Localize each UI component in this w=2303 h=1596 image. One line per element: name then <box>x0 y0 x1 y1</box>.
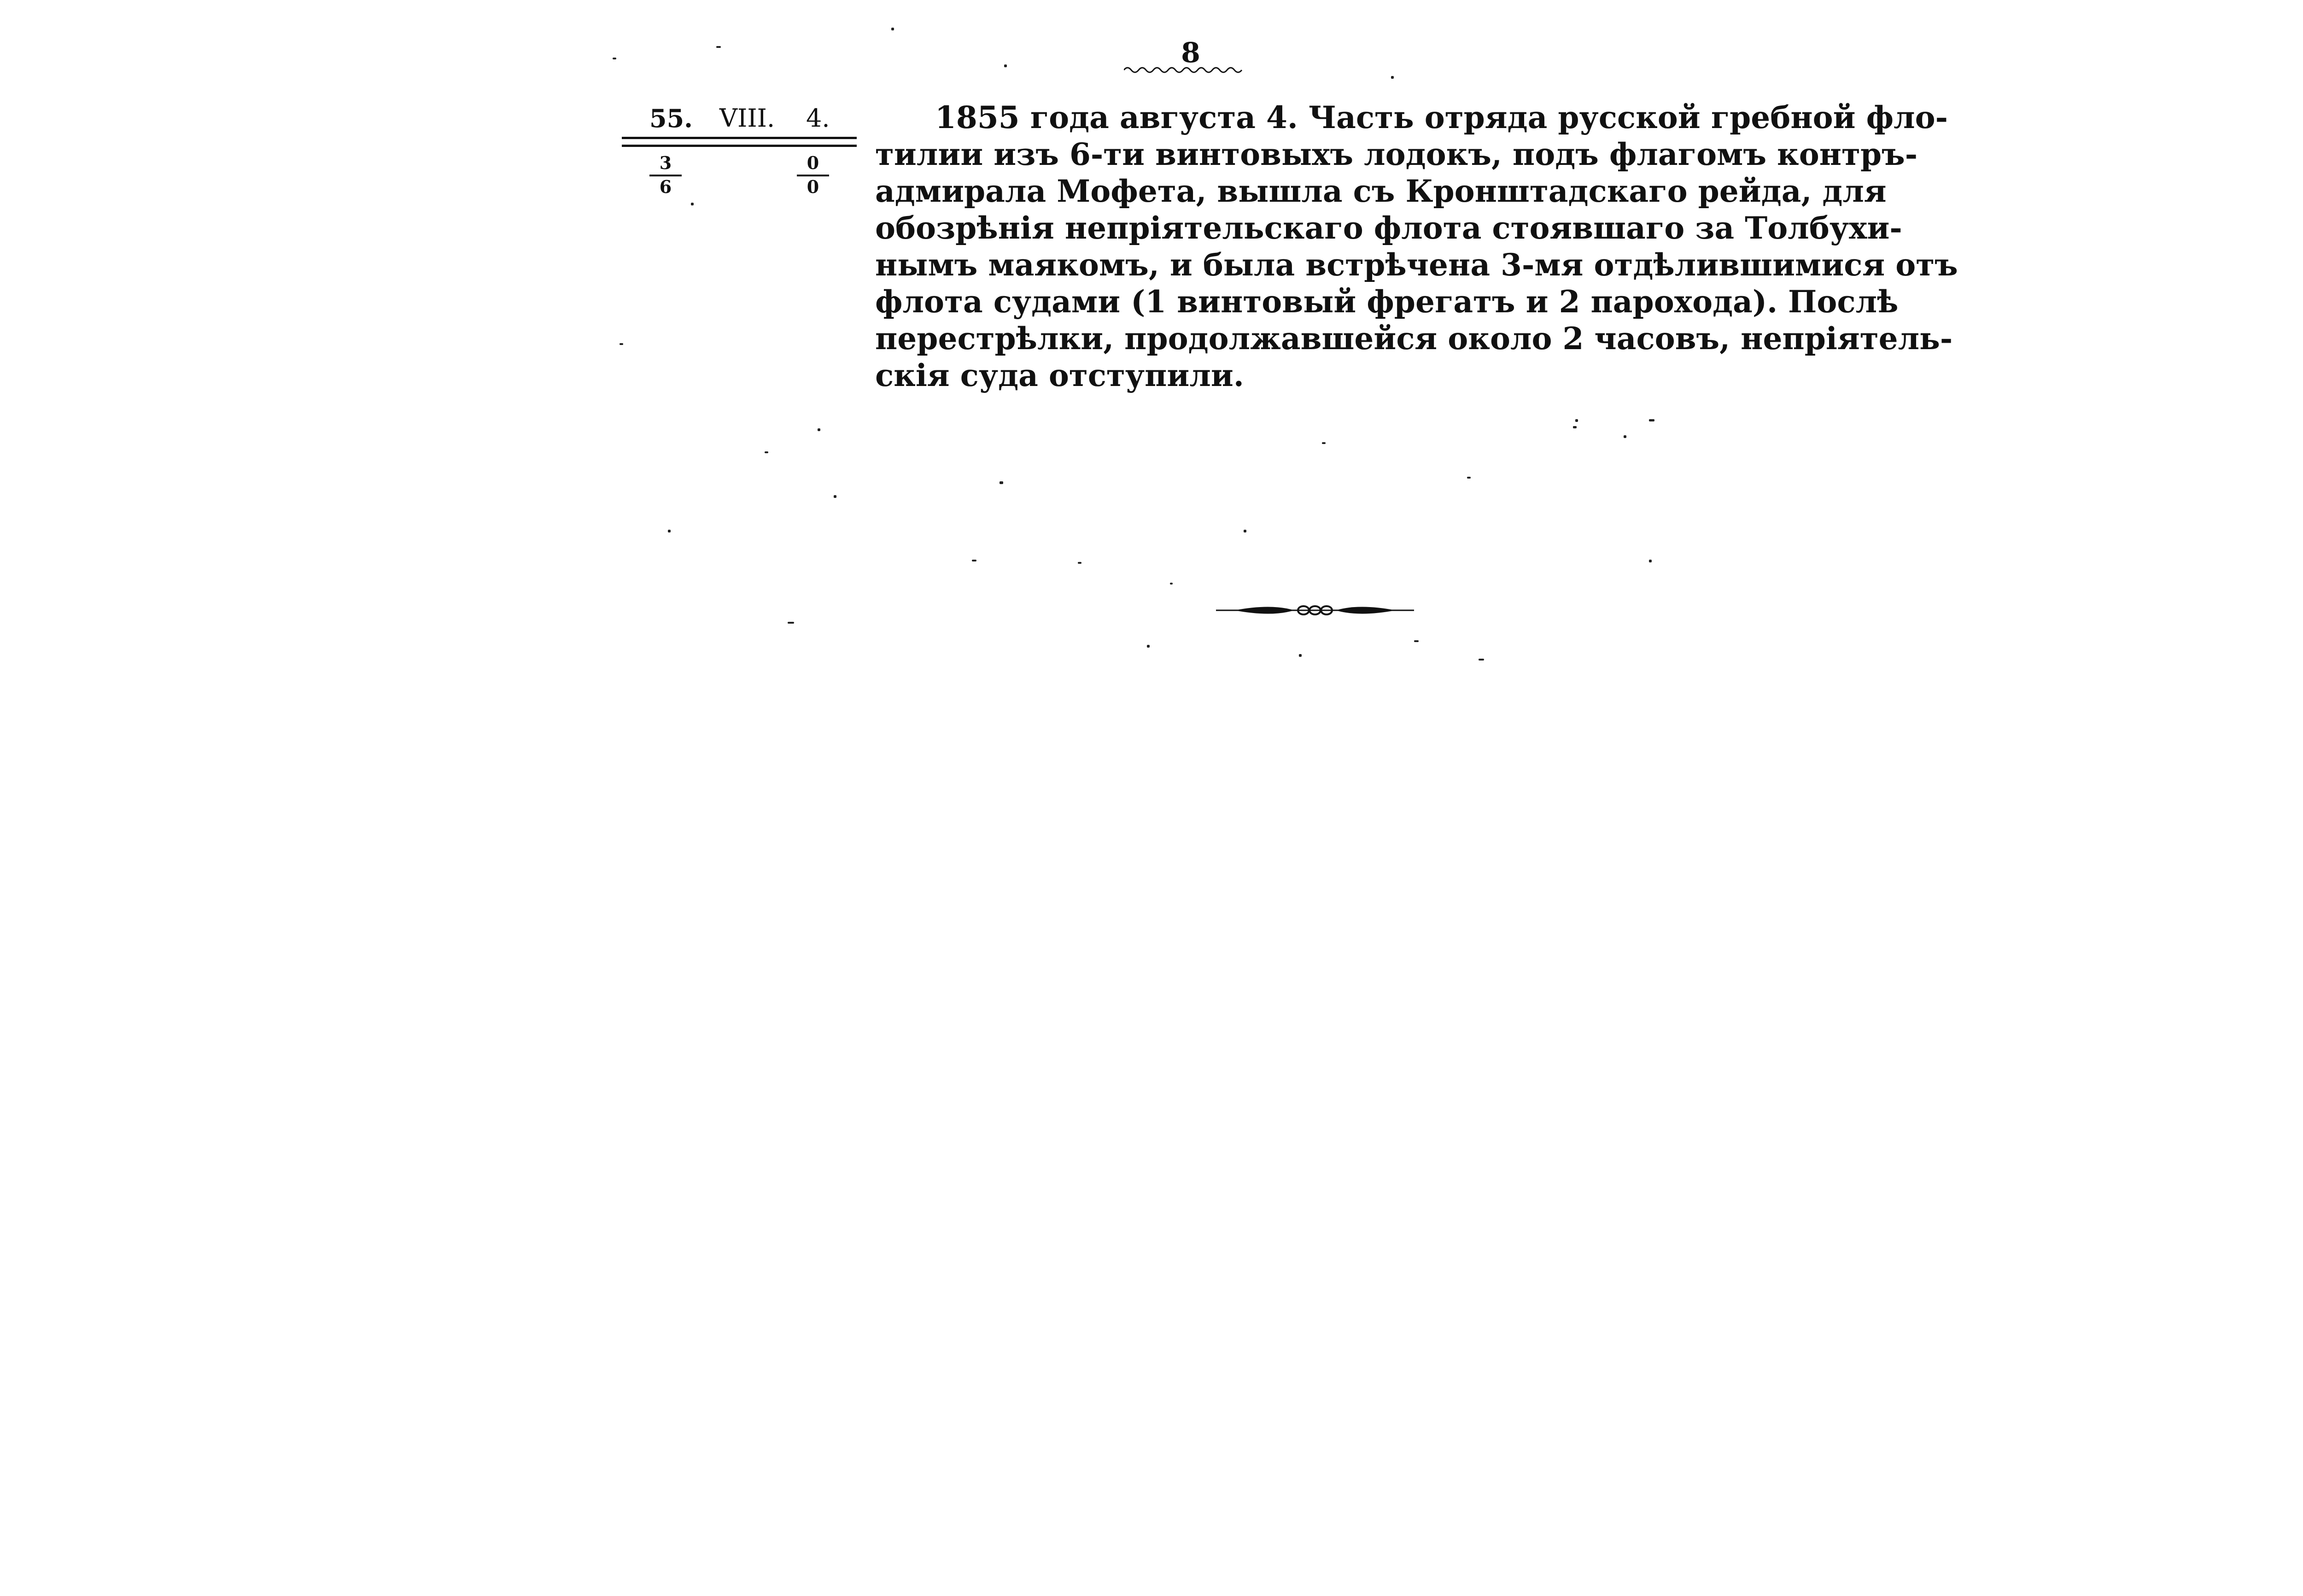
scan-speck <box>1078 562 1081 564</box>
body-line: тилии изъ 6-ти винтовыхъ лодокъ, подъ флагомъ контръ- <box>875 136 1918 172</box>
right-fraction-numerator: 0 <box>797 154 829 176</box>
right-fraction-denominator: 0 <box>807 176 819 197</box>
marginal-index-header <box>617 104 857 140</box>
marginal-index <box>617 104 857 205</box>
scan-speck <box>716 46 721 48</box>
left-fraction <box>649 154 682 196</box>
body-line: обозрѣнія непріятельскаго флота стоявшаго за Толбухи- <box>875 210 1902 246</box>
left-fraction-numerator: 3 <box>649 154 682 176</box>
scan-speck <box>765 451 768 453</box>
scan-speck <box>1147 645 1150 648</box>
scan-speck <box>891 28 894 30</box>
scan-speck <box>613 58 616 59</box>
double-rule-divider <box>622 137 857 147</box>
body-line: адмирала Мофета, вышла съ Кронштадскаго рейда, для <box>875 173 1887 209</box>
scan-speck <box>1299 654 1302 657</box>
scan-speck <box>1170 583 1173 585</box>
scan-speck <box>1479 659 1484 661</box>
scan-speck <box>1573 426 1577 428</box>
entry-number: 55. <box>649 104 693 133</box>
scan-speck <box>1624 435 1626 438</box>
entry-day: 4. <box>806 104 830 133</box>
scan-speck <box>1575 419 1578 422</box>
scan-speck <box>1004 64 1007 67</box>
scan-speck <box>972 560 976 561</box>
scan-speck <box>1649 560 1652 562</box>
scan-speck <box>1000 481 1003 484</box>
scan-speck <box>834 495 836 498</box>
scan-speck <box>1467 477 1471 479</box>
scan-speck <box>1391 76 1394 79</box>
scan-speck <box>818 428 820 431</box>
right-fraction <box>797 154 829 196</box>
page-number-wave-rule <box>1124 64 1244 76</box>
scan-speck <box>1244 530 1246 532</box>
left-fraction-denominator: 6 <box>659 176 672 197</box>
scan-speck <box>788 622 794 624</box>
body-line: скія суда отступили. <box>875 357 1244 393</box>
entry-month: VIII. <box>719 104 775 133</box>
page-number: 8 <box>1181 37 1200 69</box>
body-line: перестрѣлки, продолжавшейся около 2 часовъ, непріятель- <box>875 321 1953 357</box>
body-line: нымъ маякомъ, и была встрѣчена 3-мя отдѣлившимися отъ <box>875 247 1958 283</box>
body-line: 1855 года августа 4. Часть отряда русской гребной фло- <box>935 99 1948 135</box>
scan-speck <box>620 343 623 345</box>
scan-speck <box>691 203 694 205</box>
body-paragraph <box>875 99 1958 394</box>
scan-speck <box>668 530 671 532</box>
body-line: флота судами (1 винтовый фрегатъ и 2 парохода). Послѣ <box>875 284 1899 320</box>
scan-speck <box>1322 442 1326 444</box>
scan-speck <box>1414 640 1419 642</box>
scan-speck <box>1649 419 1654 421</box>
closing-ornament <box>1216 599 1414 622</box>
